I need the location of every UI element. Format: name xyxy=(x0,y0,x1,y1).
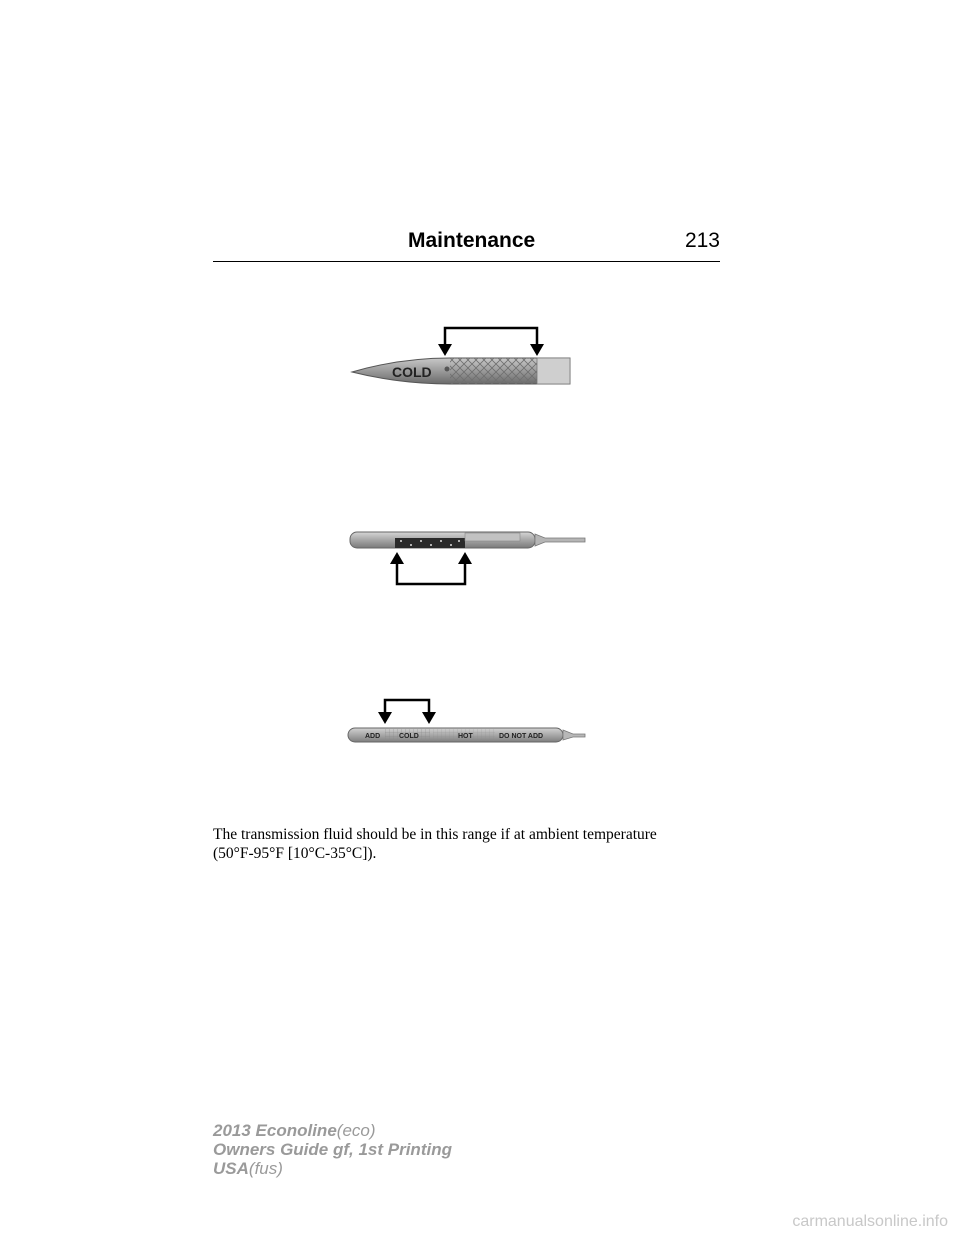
watermark: carmanualsonline.info xyxy=(792,1213,948,1230)
body-paragraph xyxy=(213,825,733,863)
dipstick3-hot-label: HOT xyxy=(458,733,473,740)
dipstick1-cold-label: COLD xyxy=(392,364,432,380)
page-number: 213 xyxy=(684,229,720,252)
page-footer xyxy=(213,1121,452,1178)
page-header xyxy=(213,229,720,262)
range-bracket-arrow xyxy=(445,328,537,352)
footer-region: USA xyxy=(213,1159,249,1178)
body-line-1: The transmission fluid should be in this range if at ambient temperature xyxy=(213,826,657,843)
footer-guide: Owners Guide gf, 1st Printing xyxy=(213,1140,452,1159)
footer-model-code: (eco) xyxy=(336,1121,376,1140)
dipstick3-cold-label: COLD xyxy=(399,733,419,740)
footer-model: 2013 Econoline xyxy=(213,1121,337,1140)
dipstick3-do-not-add-label: DO NOT ADD xyxy=(499,733,544,740)
dipstick3-add-label: ADD xyxy=(365,733,381,740)
body-line-2: (50°F-95°F [10°C-35°C]). xyxy=(213,845,377,862)
dipstick-figure-1 xyxy=(340,320,590,400)
section-title: Maintenance xyxy=(408,229,536,252)
footer-region-code: (fus) xyxy=(248,1159,283,1178)
dipstick-figure-3 xyxy=(345,692,590,752)
range-bracket-arrow xyxy=(397,560,465,584)
dipstick-figure-2 xyxy=(345,520,590,590)
range-bracket-arrow xyxy=(385,700,429,716)
